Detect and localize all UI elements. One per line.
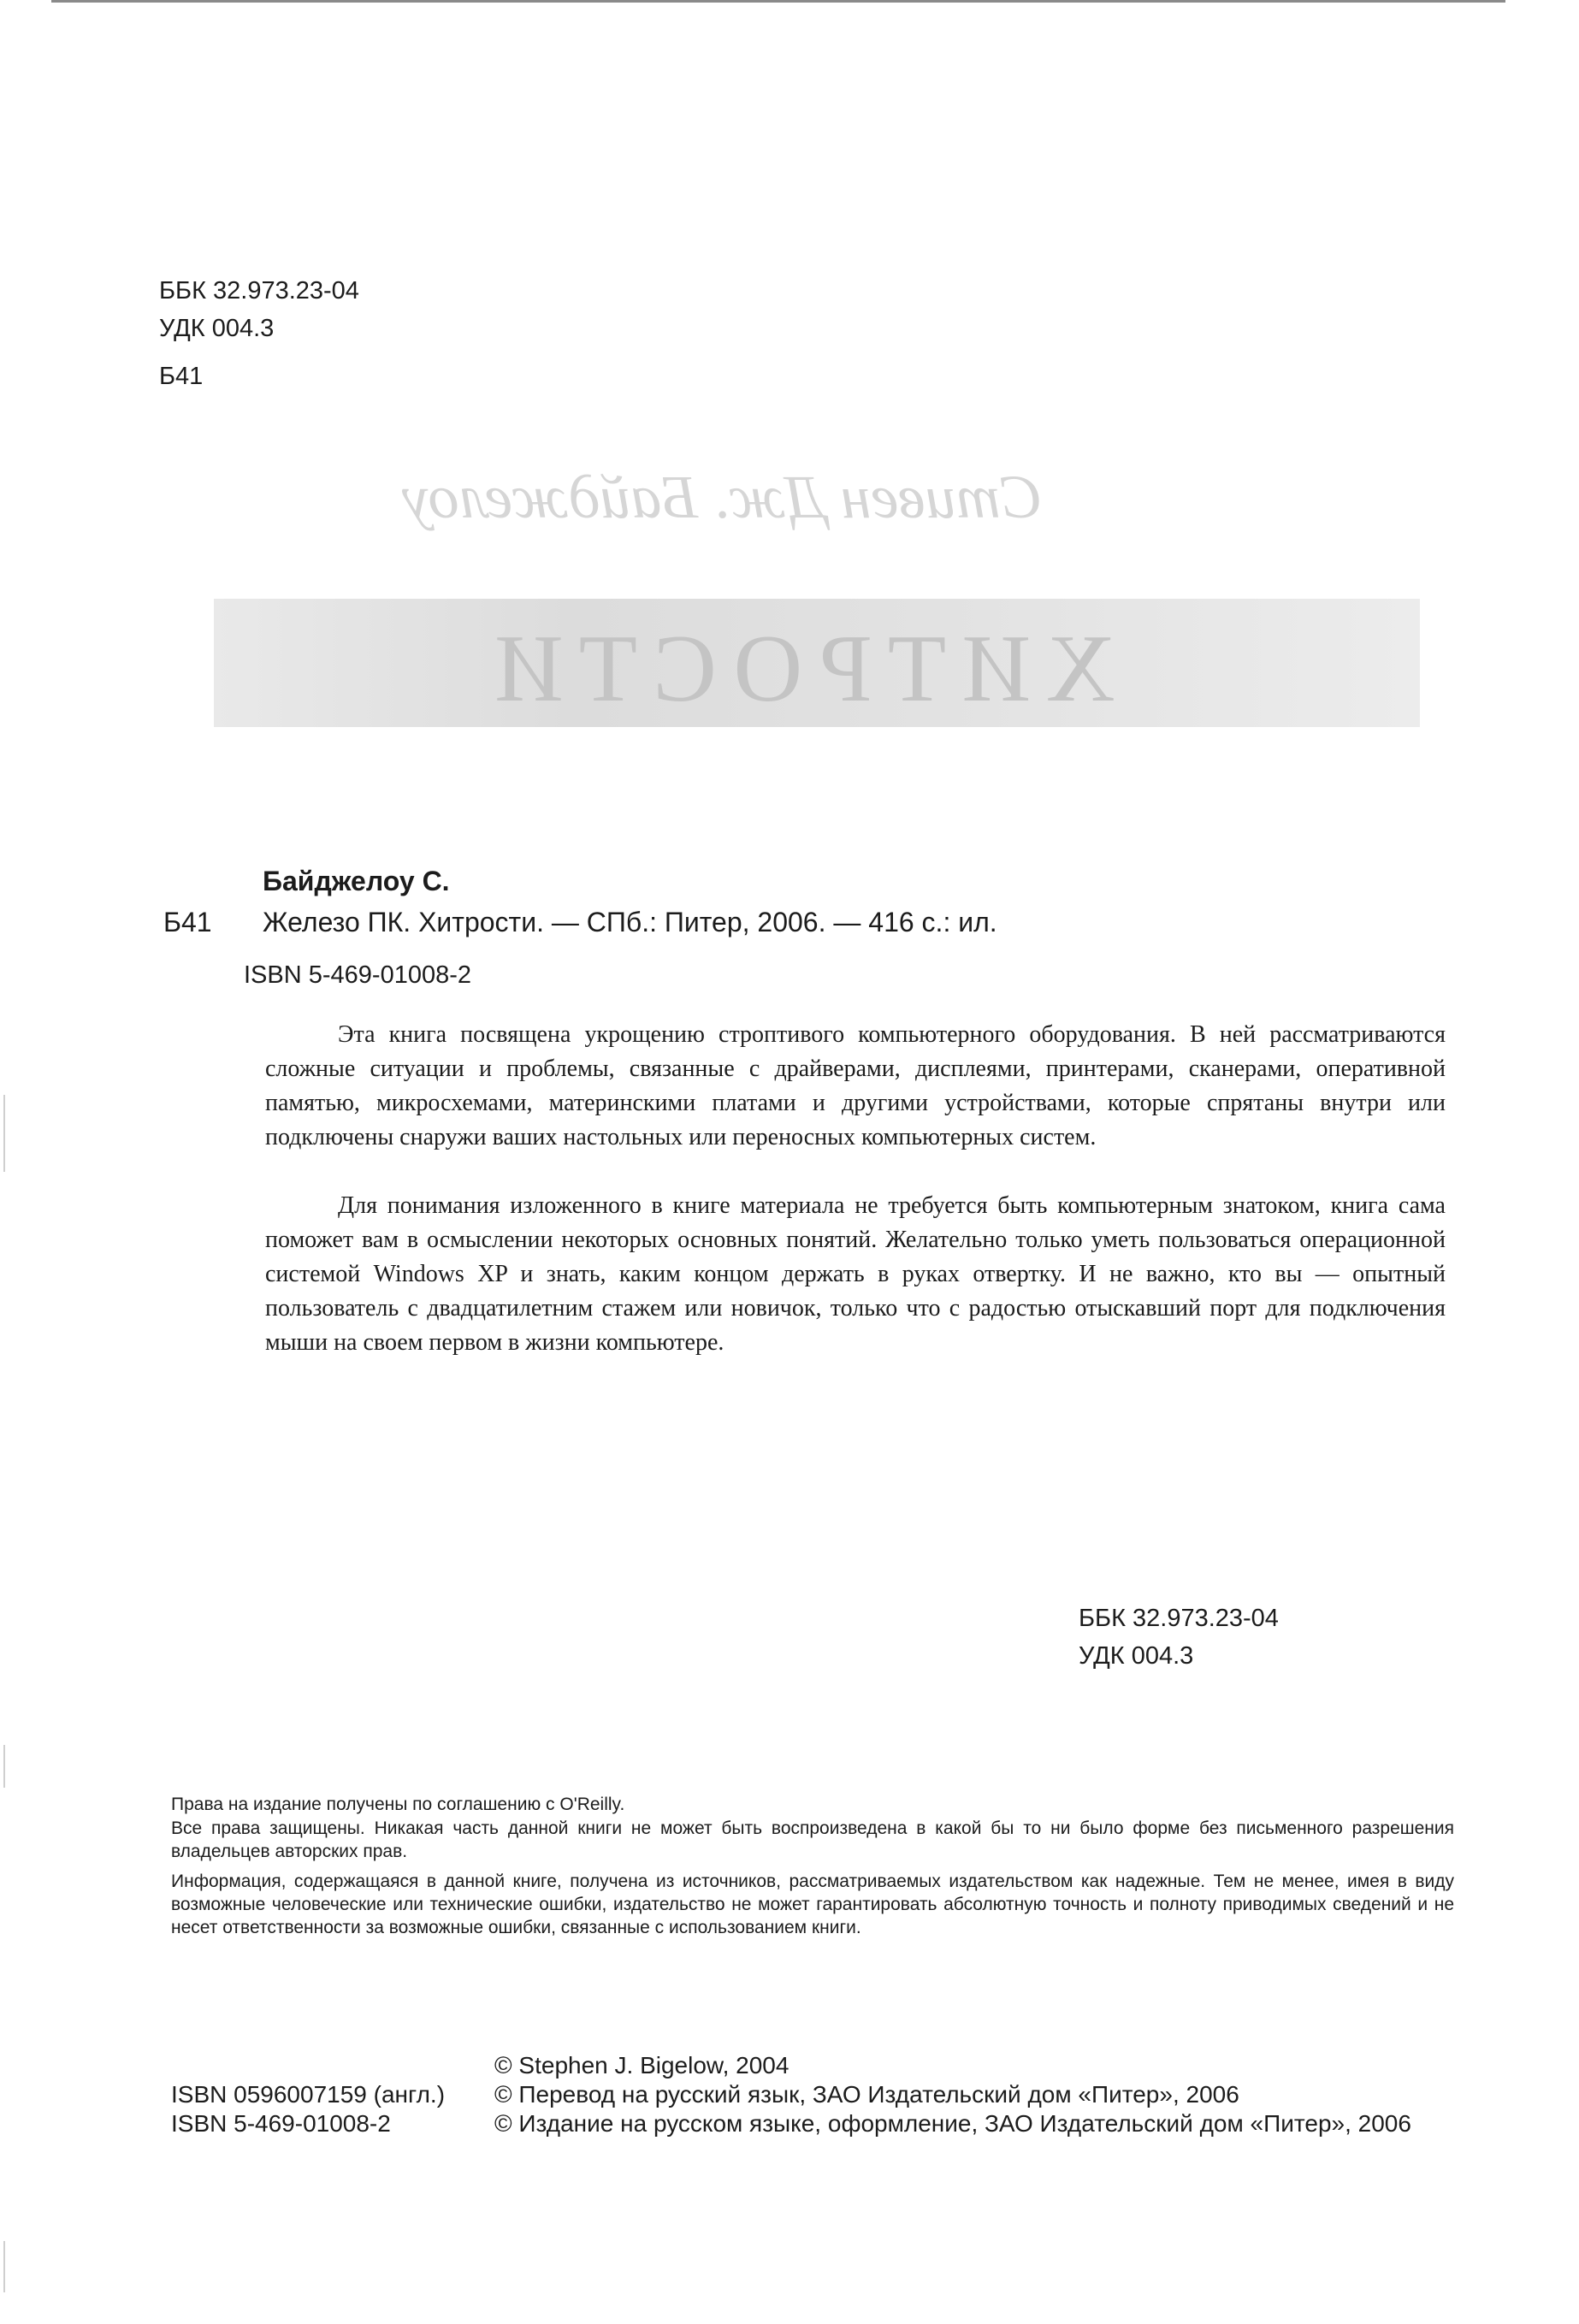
isbn-english: ISBN 0596007159 (англ.) [171,2081,446,2108]
catalog-author: Байджелоу С. [263,866,450,896]
catalog-author-mark: Б41 [163,907,212,937]
disclaimer-notice: Информация, содержащаяся в данной книге, получена из источников, рассматриваемых издательством как надежные. Тем не менее, имея в виду возможные человеческие или технические ошибки, издательство не может гарантировать абсолютную точность и полноту приводимых сведений и не несет ответственности за возможные ошибки, связанные с использованием книги. [171,1872,1454,1937]
abstract-paragraph-1: Эта книга посвящена укрощению строптивого компьютерного оборудования. В ней рассматриваются сложные ситуации и проблемы, связанные с драйверами, дисплеями, принтерами, сканерами, оперативной памятью, микросхемами, материнскими платами и другими устройствами, которые спрятаны внутри или подключены снаружи ваших настольных или переносных компьютерных систем. [265,1021,1446,1150]
rights-notice: Права на издание получены по соглашению с O'Reilly. [171,1795,625,1814]
bbk-code-bottom: ББК 32.973.23-04 [1079,1605,1279,1632]
scan-edge-left [3,2241,5,2292]
bbk-code-top: ББК 32.973.23-04 [159,277,359,305]
all-rights-reserved-notice: Все права защищены. Никакая часть данной книги не может быть воспроизведена в какой бы то ни было форме без письменного разрешения владельцев авторских прав. [171,1818,1454,1861]
scan-edge-top [51,0,1505,3]
author-mark-top: Б41 [159,363,204,390]
udk-code-bottom: УДК 004.3 [1079,1642,1194,1670]
copyright-edition: © Издание на русском языке, оформление, ЗАО Издательский дом «Питер», 2006 [494,2110,1411,2137]
copyright-original: © Stephen J. Bigelow, 2004 [494,2052,790,2079]
bleed-through-band-text: ХИТРОСТИ [479,616,1116,722]
scan-edge-left [3,1095,5,1172]
copyright-translation: © Перевод на русский язык, ЗАО Издательский дом «Питер», 2006 [494,2081,1239,2108]
abstract-paragraph-2: Для понимания изложенного в книге материала не требуется быть компьютерным знатоком, книга сама поможет вам в осмыслении некоторых основных понятий. Желательно только уметь пользоваться операционной системой Windows XP и знать, каким концом держать в руках отвертку. И не важно, кто вы — опытный пользователь с двадцатилетним стажем или новичок, только что с радостью отыскавший порт для подключения мыши на своем первом в жизни компьютере. [265,1192,1446,1356]
udk-code-top: УДК 004.3 [159,315,275,342]
scan-edge-left [3,1745,5,1788]
catalog-isbn: ISBN 5-469-01008-2 [244,961,471,989]
catalog-title-line: Железо ПК. Хитрости. — СПб.: Питер, 2006. — 416 с.: ил. [263,907,997,937]
isbn-russian: ISBN 5-469-01008-2 [171,2110,391,2137]
bleed-through-ghost: Стивен Дж. Байджелоу [402,463,1043,531]
